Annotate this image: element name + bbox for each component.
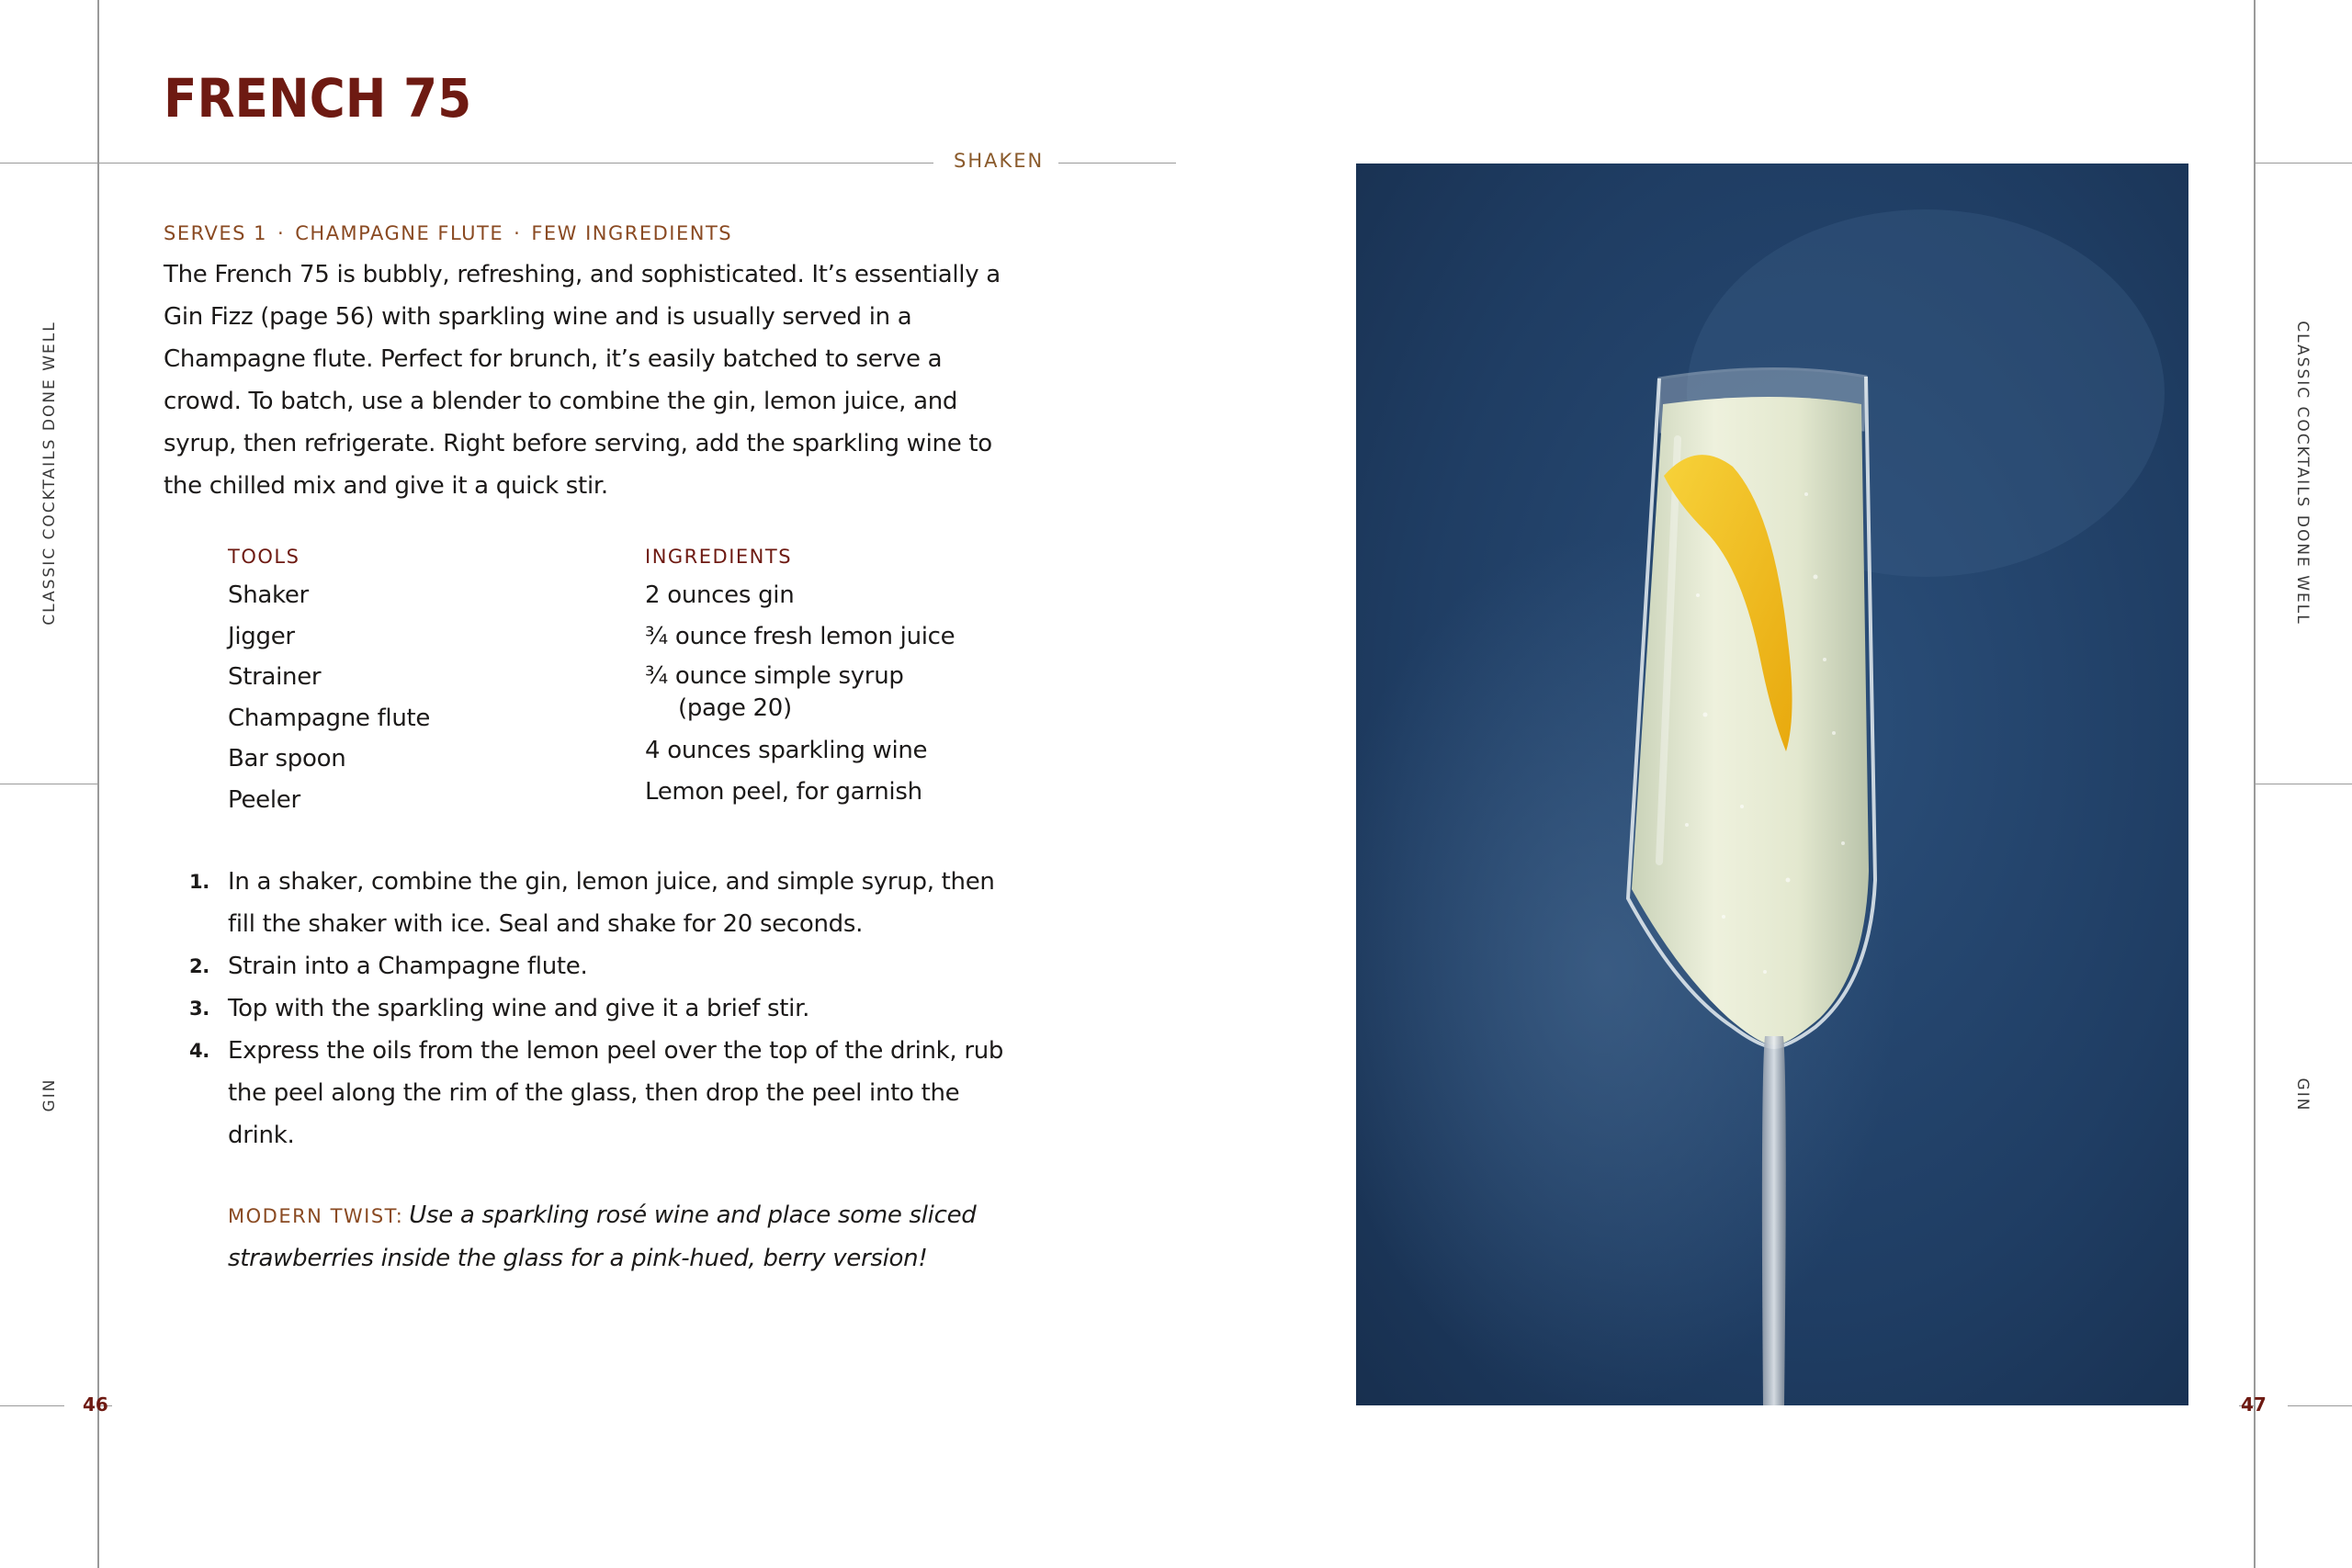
ingredient-item: Lemon peel, for garnish (645, 777, 922, 806)
step-number: 4. (189, 1040, 209, 1062)
step-number: 3. (189, 998, 209, 1020)
ingredients-list (645, 575, 1012, 812)
right-top-rule (2256, 163, 2352, 164)
step-text: In a shaker, combine the gin, lemon juice, and simple syrup, then fill the shaker with ice. Seal and shake for 20 seconds. (228, 868, 995, 938)
step-text: Strain into a Champagne flute. (228, 953, 588, 980)
ingredient-item: ¾ ounce simple syrup (page 20) (645, 662, 904, 722)
recipe-intro: The French 75 is bubbly, refreshing, and sophisticated. It’s essentially a Gin Fizz (page 56) with sparkling wine and is usually served in a Champagne flute. Perfect for brunch, it’s easily batched to serve a crowd. To batch, use a blender to combine the gin, lemon juice, and syrup, then refrigerate. Right before serving, add the sparkling wine to the chilled mix and give it a quick stir. (164, 261, 1001, 500)
meta-separator: · (514, 222, 522, 244)
meta-tag: FEW INGREDIENTS (531, 222, 733, 244)
method-label: SHAKEN (954, 150, 1045, 172)
right-section-tab: GIN (2293, 1077, 2312, 1112)
meta-serves: SERVES 1 (164, 222, 268, 244)
step-number: 1. (189, 871, 209, 893)
step-item (164, 861, 1009, 945)
tool-item: Champagne flute (228, 704, 431, 732)
right-bottom-rule-b (2288, 1405, 2352, 1406)
modern-twist-text: Use a sparkling rosé wine and place some sliced strawberries inside the glass for a pink-hued, berry version! (228, 1201, 977, 1272)
recipe-meta (164, 222, 732, 244)
right-page-number: 47 (2241, 1393, 2267, 1416)
tools-heading: TOOLS (228, 546, 300, 568)
recipe-title: FRENCH 75 (164, 67, 472, 130)
meta-separator: · (277, 222, 286, 244)
ingredient-item: ¾ ounce fresh lemon juice (645, 622, 956, 650)
right-running-head: CLASSIC COCKTAILS DONE WELL (2293, 321, 2312, 626)
method-steps (164, 861, 1009, 1156)
ingredients-heading: INGREDIENTS (645, 546, 793, 568)
tool-item: Peeler (228, 785, 300, 814)
left-top-rule-end (1058, 163, 1176, 164)
ingredient-item: 2 ounces gin (645, 581, 795, 609)
step-item (164, 945, 1009, 987)
left-bottom-rule (0, 1405, 64, 1406)
left-top-rule (0, 163, 933, 164)
left-section-tab: GIN (40, 1077, 59, 1112)
left-page-number: 46 (83, 1393, 108, 1416)
step-text: Express the oils from the lemon peel over the top of the drink, rub the peel along the rim of the glass, then drop the peel into the drink. (228, 1037, 1004, 1149)
glass-stem (1762, 1036, 1786, 1405)
tool-item: Jigger (228, 622, 295, 650)
tool-item: Strainer (228, 663, 322, 691)
left-running-head: CLASSIC COCKTAILS DONE WELL (40, 321, 59, 626)
tool-item: Shaker (228, 581, 309, 609)
ingredient-item: 4 ounces sparkling wine (645, 737, 928, 764)
meta-glass: CHAMPAGNE FLUTE (295, 222, 504, 244)
tool-item: Bar spoon (228, 745, 346, 773)
step-number: 2. (189, 955, 209, 977)
left-margin-line (97, 0, 99, 1568)
step-item (164, 987, 1009, 1030)
modern-twist-note (228, 1194, 1036, 1280)
modern-twist-label: MODERN TWIST: (228, 1205, 404, 1227)
step-item (164, 1030, 1009, 1156)
tools-list (228, 575, 577, 820)
step-text: Top with the sparkling wine and give it a brief stir. (228, 995, 810, 1022)
cocktail-photo (1356, 164, 2188, 1405)
